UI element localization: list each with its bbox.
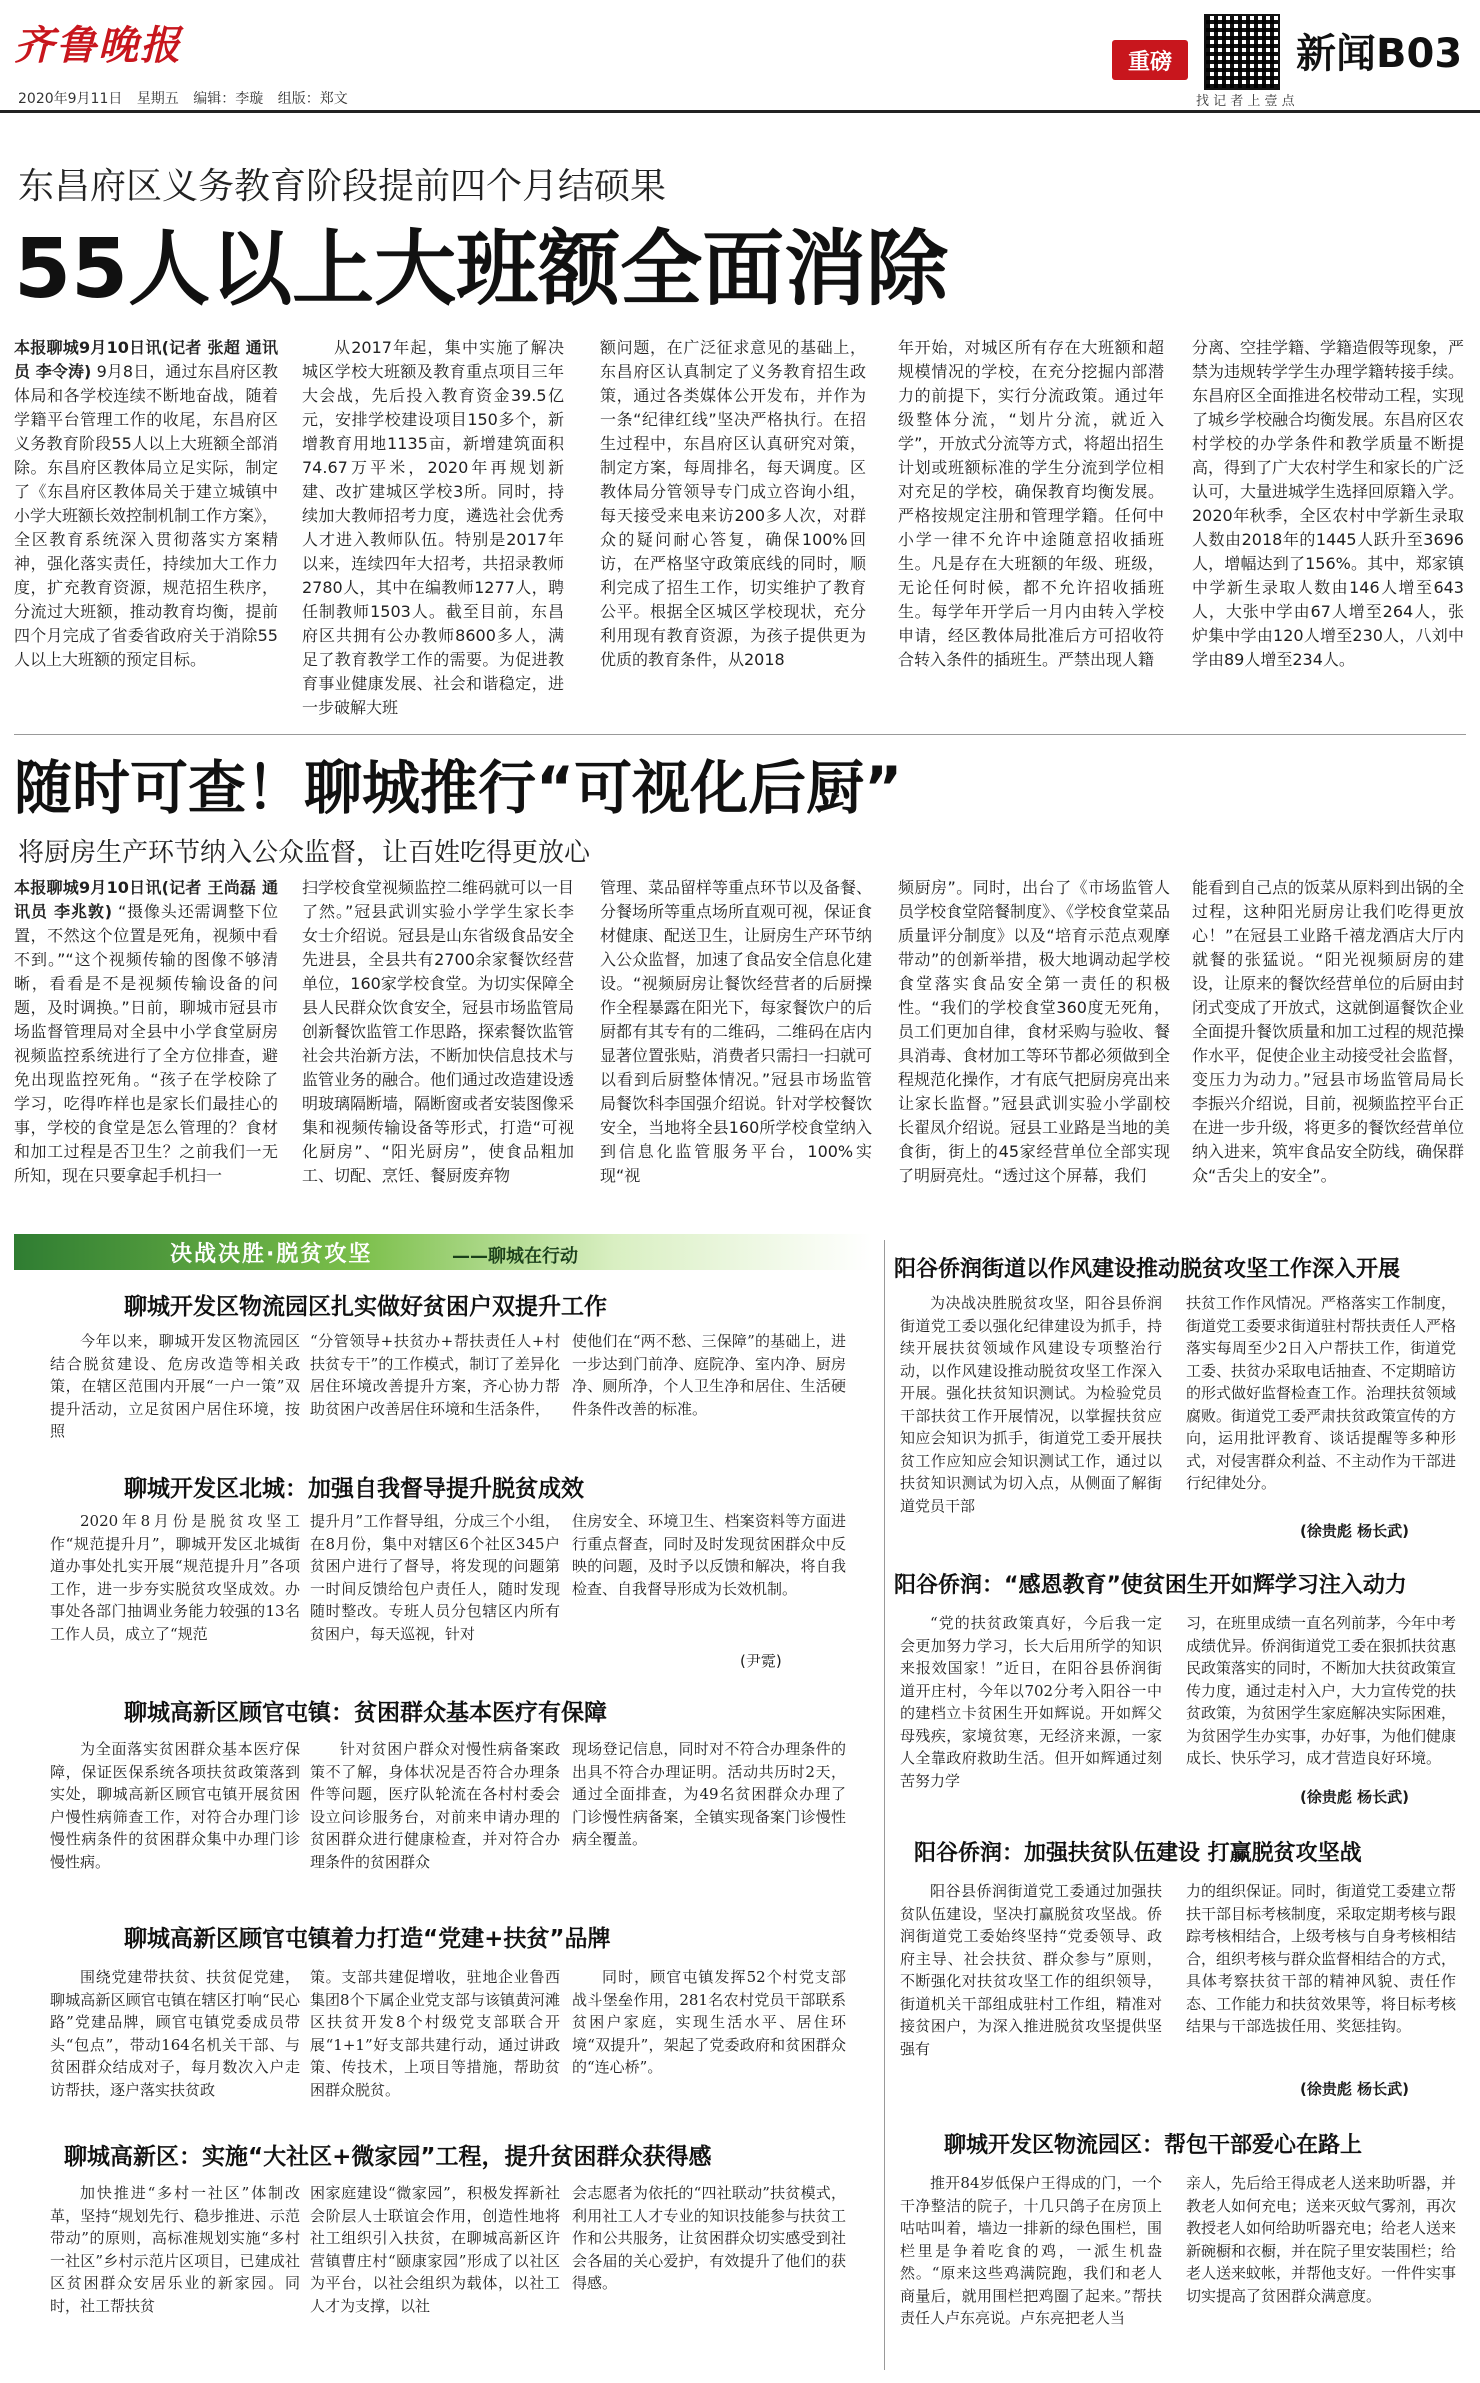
story2-subtitle: 将厨房生产环节纳入公众监督，让百姓吃得更放心: [18, 838, 591, 868]
brief-title: 聊城开发区物流园区扎实做好贫困户双提升工作: [124, 1294, 607, 1320]
brief-column: 住房安全、环境卫生、档案资料等方面进行重点督查，同时及时发现贫困群众中反映的问题，及时予以反馈和解决，将自我检查、自我督导形成为长效机制。: [572, 1512, 846, 1598]
highlight-badge: 重磅: [1112, 40, 1188, 80]
brief-column: 今年以来，聊城开发区物流园区结合脱贫建设、危房改造等相关政策，在辖区范围内开展“一户一策”双提升活动，立足贫困户居住环境，按照: [50, 1332, 300, 1440]
brief-title: 阳谷侨润：“感恩教育”使贫困生开如辉学习注入动力: [894, 1573, 1407, 1598]
brief-title: 聊城高新区顾官屯镇：贫困群众基本医疗有保障: [124, 1700, 607, 1726]
brief-column: 会志愿者为依托的“四社联动”扶贫模式，利用社工人才专业的知识技能参与扶贫工作和公共服务，让贫困群众切实感受到社会各届的关心爱护，有效提升了他们的获得感。: [572, 2184, 846, 2292]
column-divider: [884, 1240, 885, 2370]
brief-title: 阳谷侨润：加强扶贫队伍建设 打赢脱贫攻坚战: [914, 1841, 1362, 1866]
brief-column: 扶贫工作作风情况。严格落实工作制度，街道党工委要求街道驻村帮扶责任人严格落实每周至少2日入户帮扶工作，街道党工委、扶贫办采取电话抽查、不定期暗访的形式做好监督检查工作。治理扶贫领域腐败。街道党工委严肃扶贫政策宣传的方向，运用批评教育、谈话提醒等多种形式，对侵害群众利益、不主动作为干部进行纪律处分。: [1186, 1294, 1456, 1492]
brief-title: 聊城高新区：实施“大社区+微家园”工程，提升贫困群众获得感: [64, 2144, 712, 2170]
story2-byline: 本报聊城9月10日讯(记者 王尚磊 通讯员 李兆敦): [14, 878, 278, 921]
banner-subtitle: ——聊城在行动: [452, 1246, 578, 1267]
credit: (徐贵彪 杨长武): [1300, 1788, 1409, 1806]
brief-column: 为决战决胜脱贫攻坚，阳谷县侨润街道党工委以强化纪律建设为抓手，持续开展扶贫领域作风建设专项整治行动，以作风建设推动脱贫攻坚工作深入开展。强化扶贫知识测试。为检验党员干部扶贫工作开展情况，以掌握扶贫应知应会知识为抓手，街道党工委开展扶贫工作应知应会知识测试工作，通过以扶贫知识测试为切入点，从侧面了解街道党员干部: [900, 1294, 1162, 1515]
story1-column-1: 本报聊城9月10日讯(记者 张超 通讯员 李令涛) 9月8日，通过东昌府区教体局和各学校连续不断地奋战，随着学籍平台管理工作的收尾，东昌府区义务教育阶段55人以上大班额全部消除。东昌府区教体局立足实际，制定了《东昌府区教体局关于建立城镇中小学大班额长效控制机制工作方案》，全区教育系统深入贯彻落实方案精神，强化落实责任，持续加大工作力度，扩充教育资源，规范招生秩序，分流过大班额，推动教育均衡，提前四个月完成了省委省政府关于消除55人以上大班额的预定目标。: [14, 338, 278, 669]
brief-column: 亲人，先后给王得成老人送来助听器，并教老人如何充电；送来灭蚊气雾剂，再次教授老人如何给助听器充电；给老人送来新碗橱和衣橱，并在院子里安装围栏；给老人送来蚊帐，并帮他支好。一件件实事切实提高了贫困群众满意度。: [1186, 2174, 1456, 2305]
section-label: 新闻B03: [1296, 31, 1463, 77]
story2-column-2: 扫学校食堂视频监控二维码就可以一目了然。”冠县武训实验小学学生家长李女士介绍说。冠县是山东省级食品安全先进县，全县共有2700余家餐饮经营单位，160家学校食堂。为切实保障全县人民群众饮食安全，冠县市场监管局创新餐饮监管工作思路，探索餐饮监管社会共治新方法，不断加快信息技术与监管业务的融合。他们通过改造建设透明玻璃隔断墙，隔断窗或者安装图像采集和视频传输设备等形式，打造“可视化厨房”、“阳光厨房”，使食品粗加工、切配、烹饪、餐厨废弃物: [302, 878, 574, 1185]
masthead-rule: [0, 110, 1480, 113]
brief-column: 现场登记信息，同时对不符合办理条件的出具不符合办理证明。活动共历时2天，通过全面排查，为49名贫困群众办理了门诊慢性病备案，全镇实现备案门诊慢性病全覆盖。: [572, 1740, 846, 1848]
story2-column-4: 频厨房”。同时，出台了《市场监管人员学校食堂陪餐制度》、《学校食堂菜品质量评分制度》以及“培育示范点观摩带动”的创新举措，极大地调动起学校食堂落实食品安全第一责任的积极性。“我们的学校食堂360度无死角，员工们更加自律，食材采购与验收、餐具消毒、食材加工等环节都必须做到全程规范化操作，才有底气把厨房亮出来让家长监督。”冠县武训实验小学副校长翟凤介绍说。冠县工业路是当地的美食街，街上的45家经营单位全部实现了明厨亮灶。“透过这个屏幕，我们: [898, 878, 1170, 1185]
weekday: 星期五: [136, 91, 179, 107]
brief-column: 围绕党建带扶贫、扶贫促党建，聊城高新区顾官屯镇在辖区打响“民心路”党建品牌，顾官屯镇党委成员带头“包点”，带动164名机关干部、与贫困群众结成对子，每月数次入户走访帮扶，逐户落实扶贫政: [50, 1968, 300, 2099]
dateline: [18, 88, 348, 108]
editor: 编辑：李璇: [193, 91, 264, 107]
story1-headline: 55人以上大班额全面消除: [14, 222, 949, 317]
brief-title: 聊城开发区北城：加强自我督导提升脱贫成效: [124, 1476, 584, 1502]
brief-column: 力的组织保证。同时，街道党工委建立帮扶干部目标考核制度，采取定期考核与跟踪考核相结合，上级考核与自身考核相结合，组织考核与群众监督相结合的方式，具体考察扶贫干部的精神风貌、责任作态、工作能力和扶贫效果等，将目标考核结果与干部选拔任用、奖惩挂钩。: [1186, 1882, 1456, 2035]
brief-title: 聊城开发区物流园区：帮包干部爱心在路上: [944, 2133, 1363, 2158]
brief-column: 策。支部共建促增收，驻地企业鲁西集团8个下属企业党支部与该镇黄河滩区扶贫开发8个村级党支部联合开展“1+1”好支部共建行动，通过讲政策、传技术，上项目等措施，帮助贫困群众脱贫。: [310, 1968, 560, 2099]
brief-column: 阳谷县侨润街道党工委通过加强扶贫队伍建设，坚决打赢脱贫攻坚战。侨润街道党工委始终坚持“党委领导、政府主导、社会扶贫、群众参与”原则，不断强化对扶贫攻坚工作的组织领导，街道机关干部组成驻村工作组，精准对接贫困户，为深入推进脱贫攻坚提供坚强有: [900, 1882, 1162, 2058]
brief-column: 推开84岁低保户王得成的门，一个干净整洁的院子，十几只鸽子在房顶上咕咕叫着，墙边一排新的绿色围栏，围栏里是争着吃食的鸡，一派生机盎然。“原来这些鸡满院跑，我们和老人商量后，就用围栏把鸡圈了起来。”帮扶责任人卢东亮说。卢东亮把老人当: [900, 2174, 1162, 2327]
qr-caption: 找 记 者 上 壹 点: [1196, 94, 1295, 109]
story1-kicker: 东昌府区义务教育阶段提前四个月结硕果: [18, 166, 667, 207]
brief-column: “党的扶贫政策真好，今后我一定会更加努力学习，长大后用所学的知识来报效国家！”近日，在阳谷县侨润街道开庄村，今年以702分考入阳谷一中的建档立卡贫困生开如辉说。开如辉父母残疾，家境贫寒，无经济来源，一家人全靠政府救助生活。但开如辉通过刻苦努力学: [900, 1614, 1162, 1790]
banner-title: 决战决胜·脱贫攻坚: [170, 1242, 373, 1267]
credit: (徐贵彪 杨长武): [1300, 2080, 1409, 2098]
brief-column: 针对贫困户群众对慢性病备案政策不了解，身体状况是否符合办理条件等问题，医疗队轮流在各村村委会设立问诊服务台，对前来申请办理的贫困群众进行健康检查，并对符合办理条件的贫困群众: [310, 1740, 560, 1871]
story2-column-5: 能看到自己点的饭菜从原料到出锅的全过程，这种阳光厨房让我们吃得更放心！”在冠县工业路千禧龙酒店大厅内就餐的张猛说。“阳光视频厨房的建设，让原来的餐饮经营单位的后厨由封闭式变成了开放式，这就倒逼餐饮企业全面提升餐饮质量和加工过程的规范操作水平，促使企业主动接受社会监督，变压力为动力。”冠县市场监管局局长李振兴介绍说，目前，视频监控平台正在进一步升级，将更多的餐饮经营单位纳入进来，筑牢食品安全防线，确保群众“舌尖上的安全”。: [1192, 878, 1464, 1185]
story1-column-3: 额问题，在广泛征求意见的基础上，东昌府区认真制定了义务教育招生政策，通过各类媒体公开发布，并作为一条“纪律红线”坚决严格执行。在招生过程中，东昌府区认真研究对策，制定方案，每周排名，每天调度。区教体局分管领导专门成立咨询小组，每天接受来电来访200多人次，对群众的疑问耐心答复，确保100%回访，在严格坚守政策底线的同时，顺利完成了招生工作，切实维护了教育公平。根据全区城区学校现状，充分利用现有教育资源，为孩子提供更为优质的教育条件，从2018: [600, 338, 866, 669]
qr-code-icon: [1204, 14, 1280, 90]
story2-column-1: 本报聊城9月10日讯(记者 王尚磊 通讯员 李兆敦) “摄像头还需调整下位置，不然这个位置是死角，视频中看不到。”“这个视频传输的图像不够清晰，看看是不是视频传输设备的问题，及时调换。”日前，聊城市冠县市场监督管理局对全县中小学食堂厨房视频监控系统进行了全方位排查，避免出现监控死角。“孩子在学校除了学习，吃得咋样也是家长们最挂心的事，学校的食堂是怎么管理的？食材和加工过程是否卫生？之前我们一无所知，现在只要拿起手机扫一: [14, 878, 278, 1185]
story2-headline: 随时可查！聊城推行“可视化后厨”: [14, 754, 903, 822]
brief-column: “分管领导+扶贫办+帮扶责任人+村扶贫专干”的工作模式，制订了差异化居住环境改善提升方案，齐心协力帮助贫困户改善居住环境和生活条件，: [310, 1332, 560, 1418]
brief-title: 聊城高新区顾官屯镇着力打造“党建+扶贫”品牌: [124, 1926, 611, 1952]
credit: (徐贵彪 杨长武): [1300, 1522, 1409, 1540]
story2-column-3: 管理、菜品留样等重点环节以及备餐、分餐场所等重点场所直观可视，保证食材健康、配送卫生，让厨房生产环节纳入公众监督，加速了食品安全信息化建设。“视频厨房让餐饮经营者的后厨操作全程暴露在阳光下，每家餐饮户的后厨都有其专有的二维码，二维码在店内显著位置张贴，消费者只需扫一扫就可以看到后厨整体情况。”冠县市场监管局餐饮科李国强介绍说。针对学校餐饮安全，当地将全县160所学校食堂纳入到信息化监管服务平台，100%实现“视: [600, 878, 872, 1185]
story1-column-5: 分离、空挂学籍、学籍造假等现象，严禁为违规转学学生办理学籍转接手续。东昌府区全面推进名校带动工程，实现了城乡学校融合均衡发展。东昌府区农村学校的办学条件和教学质量不断提高，得到了广大农村学生和家长的广泛认可，大量进城学生选择回原籍入学。2020年秋季，全区农村中学新生录取人数由2018年的1445人跃升至3696人，增幅达到了156%。其中，郑家镇中学新生录取人数由146人增至643人，大张中学由67人增至264人，张炉集中学由120人增至230人，八刘中学由89人增至234人。: [1192, 338, 1464, 669]
designer: 组版：郑文: [277, 91, 348, 107]
story1-byline: 本报聊城9月10日讯(记者 张超 通讯员 李令涛): [14, 338, 278, 381]
newspaper-logo: 齐鲁晚报: [14, 22, 182, 69]
date: 2020年9月11日: [18, 91, 123, 107]
brief-column: 为全面落实贫困群众基本医疗保障，保证医保系统各项扶贫政策落到实处，聊城高新区顾官屯镇开展贫困户慢性病筛查工作，对符合办理门诊慢性病条件的贫困群众集中办理门诊慢性病。: [50, 1740, 300, 1871]
story1-column-4: 年开始，对城区所有存在大班额和超规模情况的学校，在充分挖掘内部潜力的前提下，实行分流政策。通过年级整体分流，“划片分流，就近入学”，开放式分流等方式，将超出招生计划或班额标准的学生分流到学位相对充足的学校，确保教育均衡发展。严格按规定注册和管理学籍。任何中小学一律不允许中途随意招收插班生。凡是存在大班额的年级、班级，无论任何时候，都不允许招收插班生。每学年开学后一月内由转入学校申请，经区教体局批准后方可招收符合转入条件的插班生。严禁出现人籍: [898, 338, 1164, 669]
credit: (尹霓): [740, 1652, 782, 1670]
divider: [14, 734, 1466, 735]
brief-column: 提升月”工作督导组，分成三个小组，在8月份，集中对辖区6个社区345户贫困户进行了督导，将发现的问题第一时间反馈给包户责任人，随时发现随时整改。专班人员分包辖区内所有贫困户，每天巡视，针对: [310, 1512, 560, 1643]
brief-column: 习，在班里成绩一直名列前茅，今年中考成绩优异。侨润街道党工委在狠抓扶贫惠民政策落实的同时，不断加大扶贫政策宣传力度，通过走村入户，大力宣传党的扶贫政策，为贫困学生家庭解决实际困难，为贫困学生办实事，办好事，为他们健康成长、快乐学习，成才营造良好环境。: [1186, 1614, 1456, 1767]
story1-column-2: 从2017年起，集中实施了解决城区学校大班额及教育重点项目三年大会战，先后投入教育资金39.5亿元，安排学校建设项目150多个，新增教育用地1135亩，新增建筑面积74.67万平米，2020年再规划新建、改扩建城区学校3所。同时，持续加大教师招考力度，遴选社会优秀人才进入教师队伍。特别是2017年以来，连续四年大招考，共招录教师2780人，其中在编教师1277人，聘任制教师1503人。截至目前，东昌府区共拥有公办教师8600多人，满足了教育教学工作的需要。为促进教育事业健康发展、社会和谐稳定，进一步破解大班: [302, 338, 564, 717]
brief-column: 加快推进“多村一社区”体制改革，坚持“规划先行、稳步推进、示范带动”的原则，高标准规划实施“多村一社区”乡村示范片区项目，已建成社区贫困群众安居乐业的新家园。同时，社工帮扶贫: [50, 2184, 300, 2315]
brief-column: 2020年8月份是脱贫攻坚工作“规范提升月”，聊城开发区北城街道办事处扎实开展“规范提升月”各项工作，进一步夯实脱贫攻坚成效。办事处各部门抽调业务能力较强的13名工作人员，成立了“规范: [50, 1512, 300, 1643]
brief-title: 阳谷侨润街道以作风建设推动脱贫攻坚工作深入开展: [894, 1257, 1401, 1282]
brief-column: 同时，顾官屯镇发挥52个村党支部战斗堡垒作用，281名农村党员干部联系贫困户家庭，实现生活水平、居住环境“双提升”，架起了党委政府和贫困群众的“连心桥”。: [572, 1968, 846, 2076]
brief-column: 使他们在“两不愁、三保障”的基础上，进一步达到门前净、庭院净、室内净、厨房净、厕所净，个人卫生净和居住、生活硬件条件改善的标准。: [572, 1332, 846, 1418]
campaign-banner: [14, 1234, 872, 1270]
brief-column: 困家庭建设“微家园”，积极发挥新社会阶层人士联谊会作用，创造性地将社工组织引入扶贫，在聊城高新区许营镇曹庄村“颐康家园”形成了以社区为平台，以社会组织为载体，以社工人才为支撑，以社: [310, 2184, 560, 2315]
